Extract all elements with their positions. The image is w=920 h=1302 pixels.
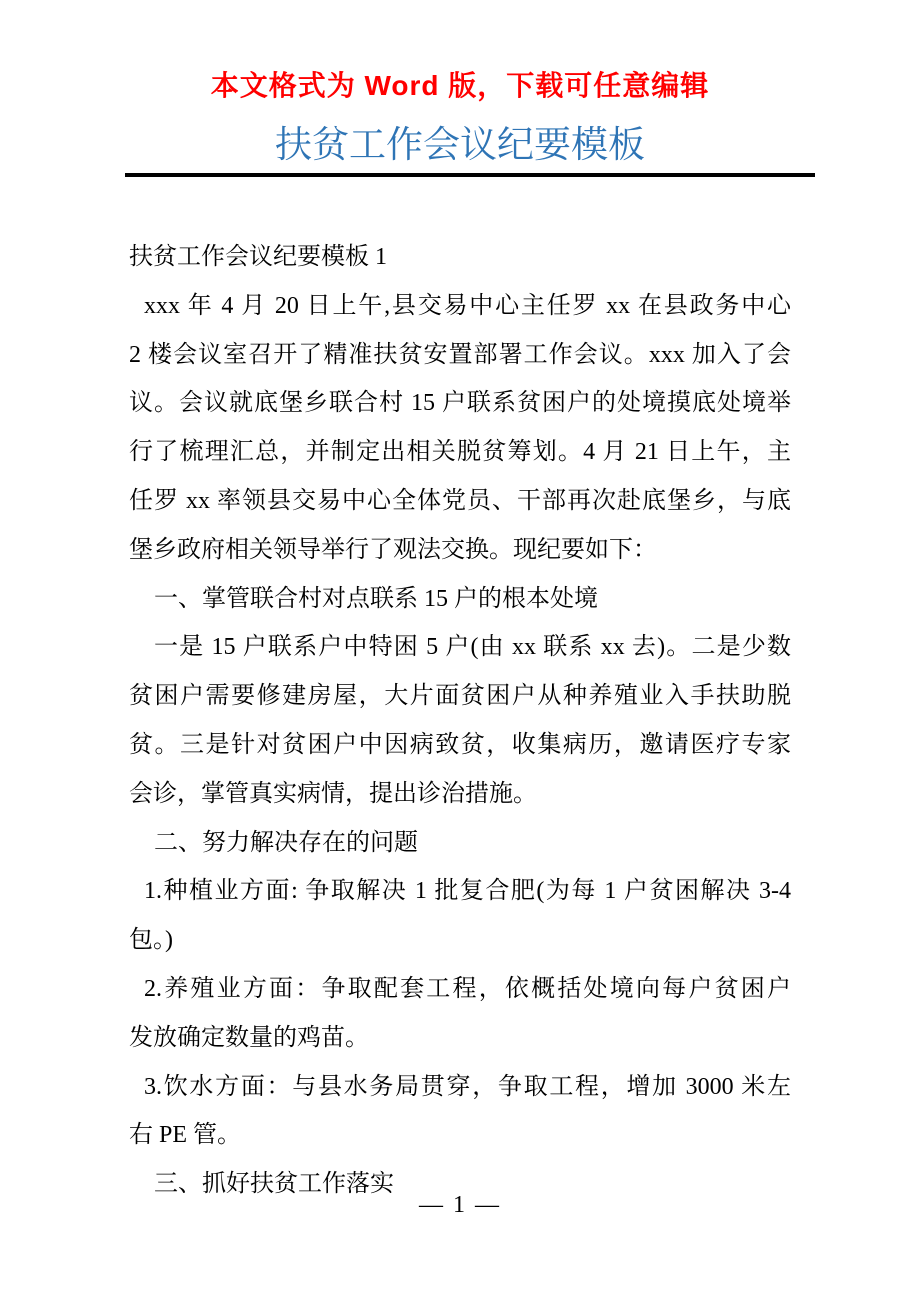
text-line: 2.养殖业方面：争取配套工程，依概括处境向每户贫困户 — [144, 975, 791, 1002]
text-line: xxx 年 4 月 20 日上午,县交易中心主任罗 xx 在县政务中心 — [144, 292, 791, 319]
text-line: 贫困户需要修建房屋，大片面贫困户从种养殖业入手扶助脱 — [129, 683, 791, 710]
text-line: 2 楼会议室召开了精准扶贫安置部署工作会议。xxx 加入了会 — [129, 341, 791, 368]
text-line: 右 PE 管。 — [129, 1122, 242, 1149]
text-line: 堡乡政府相关领导举行了观法交换。现纪要如下： — [129, 536, 657, 563]
format-notice: 本文格式为 Word 版，下载可任意编辑 — [210, 70, 710, 101]
page-number: — 1 — — [419, 1192, 501, 1218]
text-line: 三、抓好扶贫工作落实 — [154, 1171, 394, 1198]
text-line: 3.饮水方面：与县水务局贯穿，争取工程，增加 3000 米左 — [144, 1073, 791, 1100]
text-line: 一是 15 户联系户中特困 5 户(由 xx 联系 xx 去)。二是少数 — [154, 634, 791, 661]
text-line: 二、努力解决存在的问题 — [154, 829, 418, 856]
text-line: 贫。三是针对贫困户中因病致贫，收集病历，邀请医疗专家 — [129, 731, 791, 758]
text-line: 会诊，掌管真实病情，提出诊治措施。 — [129, 780, 537, 807]
text-line: 任罗 xx 率领县交易中心全体党员、干部再次赴底堡乡，与底 — [129, 487, 791, 514]
text-line: 一、掌管联合村对点联系 15 户的根本处境 — [154, 585, 598, 612]
text-line: 发放确定数量的鸡苗。 — [129, 1024, 369, 1051]
text-line: 行了梳理汇总，并制定出相关脱贫筹划。4 月 21 日上午，主 — [129, 439, 791, 466]
title-divider — [125, 173, 815, 177]
text-line: 包。) — [129, 927, 173, 954]
document-body — [129, 233, 791, 1209]
page-title: 扶贫工作会议纪要模板 — [275, 125, 645, 166]
text-line: 议。会议就底堡乡联合村 15 户联系贫困户的处境摸底处境举 — [129, 390, 791, 417]
text-line: 扶贫工作会议纪要模板 1 — [129, 244, 387, 270]
text-line: 1.种植业方面: 争取解决 1 批复合肥(为每 1 户贫困解决 3-4 — [144, 878, 791, 905]
